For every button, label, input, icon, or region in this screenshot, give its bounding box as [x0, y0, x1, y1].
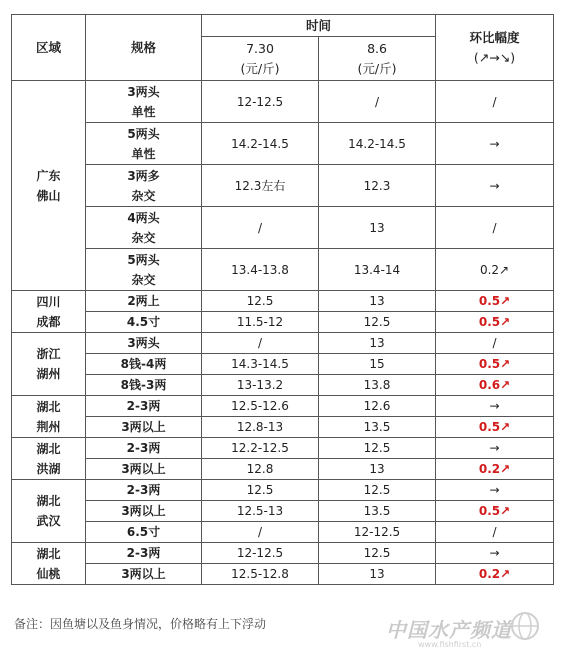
header-time: 时间 — [202, 15, 436, 37]
spec-cell: 3两头 单性 — [86, 81, 202, 123]
change-cell: → — [436, 480, 554, 501]
price-0730-cell: 13.4-13.8 — [202, 249, 319, 291]
change-cell: / — [436, 81, 554, 123]
footnote: 备注：因鱼塘以及鱼身情况，价格略有上下浮动 — [14, 617, 267, 631]
change-cell: 0.5↗ — [436, 312, 554, 333]
table-row — [12, 543, 554, 564]
price-0730-cell: 14.2-14.5 — [202, 123, 319, 165]
spec-cell: 5两头 单性 — [86, 123, 202, 165]
price-0730-cell: 12.5-12.6 — [202, 396, 319, 417]
spec-cell: 3两以上 — [86, 564, 202, 585]
table-row — [12, 81, 554, 123]
change-cell: → — [436, 165, 554, 207]
table-row — [12, 165, 554, 207]
price-0730-cell: 11.5-12 — [202, 312, 319, 333]
watermark-logo: 中国水产频道 — [386, 618, 512, 642]
change-cell: 0.5↗ — [436, 354, 554, 375]
change-cell: 0.5↗ — [436, 291, 554, 312]
header-date-2-unit: (元/斤) — [357, 60, 397, 76]
table-row — [12, 354, 554, 375]
price-0806-cell: 13 — [319, 564, 436, 585]
change-cell: 0.2↗ — [436, 249, 554, 291]
header-region: 区域 — [12, 15, 86, 81]
table-row — [12, 417, 554, 438]
price-0730-cell: 12.8 — [202, 459, 319, 480]
table-row — [12, 207, 554, 249]
spec-cell: 3两以上 — [86, 417, 202, 438]
price-0806-cell: 13 — [319, 207, 436, 249]
spec-cell: 2-3两 — [86, 480, 202, 501]
table-row — [12, 438, 554, 459]
spec-cell: 8钱-3两 — [86, 375, 202, 396]
price-0806-cell: 15 — [319, 354, 436, 375]
header-change-sub: (↗→↘) — [473, 49, 516, 65]
spec-cell: 3两头 — [86, 333, 202, 354]
header-date-2-label: 8.6 — [367, 40, 387, 56]
globe-icon — [509, 610, 541, 642]
price-0806-cell: 12.5 — [319, 480, 436, 501]
change-cell: 0.2↗ — [436, 564, 554, 585]
price-0730-cell: 12.5-12.8 — [202, 564, 319, 585]
price-0730-cell: 12-12.5 — [202, 81, 319, 123]
header-date-1-unit: (元/斤) — [240, 60, 280, 76]
spec-cell: 3两以上 — [86, 459, 202, 480]
price-0730-cell: 12.5-13 — [202, 501, 319, 522]
price-0806-cell: / — [319, 81, 436, 123]
header-date-1 — [202, 37, 319, 81]
change-cell: → — [436, 438, 554, 459]
price-0806-cell: 13 — [319, 459, 436, 480]
price-0806-cell: 12-12.5 — [319, 522, 436, 543]
table-row — [12, 375, 554, 396]
change-cell: / — [436, 522, 554, 543]
spec-cell: 5两头 杂交 — [86, 249, 202, 291]
spec-cell: 2-3两 — [86, 543, 202, 564]
change-cell: 0.5↗ — [436, 417, 554, 438]
price-0806-cell: 12.5 — [319, 312, 436, 333]
price-0730-cell: 14.3-14.5 — [202, 354, 319, 375]
region-cell: 湖北 武汉 — [12, 480, 86, 543]
table-body — [12, 81, 554, 585]
price-0730-cell: 12.3左右 — [202, 165, 319, 207]
change-cell: → — [436, 123, 554, 165]
table-row — [12, 333, 554, 354]
table-header — [12, 15, 554, 81]
spec-cell: 3两多 杂交 — [86, 165, 202, 207]
change-cell: 0.6↗ — [436, 375, 554, 396]
price-0806-cell: 12.5 — [319, 543, 436, 564]
spec-cell: 4.5寸 — [86, 312, 202, 333]
region-cell: 湖北 荆州 — [12, 396, 86, 438]
header-spec: 规格 — [86, 15, 202, 81]
header-date-2 — [319, 37, 436, 81]
region-cell: 浙江 湖州 — [12, 333, 86, 396]
table-row — [12, 396, 554, 417]
spec-cell: 6.5寸 — [86, 522, 202, 543]
price-0806-cell: 13 — [319, 291, 436, 312]
price-0806-cell: 13.5 — [319, 417, 436, 438]
spec-cell: 3两以上 — [86, 501, 202, 522]
price-0806-cell: 12.5 — [319, 438, 436, 459]
price-0730-cell: 12.2-12.5 — [202, 438, 319, 459]
price-0806-cell: 13.8 — [319, 375, 436, 396]
spec-cell: 8钱-4两 — [86, 354, 202, 375]
spec-cell: 2两上 — [86, 291, 202, 312]
price-0730-cell: 12.5 — [202, 291, 319, 312]
region-cell: 广东 佛山 — [12, 81, 86, 291]
region-cell: 四川 成都 — [12, 291, 86, 333]
header-change — [436, 15, 554, 81]
table-row — [12, 249, 554, 291]
price-0806-cell: 13.4-14 — [319, 249, 436, 291]
header-date-1-label: 7.30 — [246, 40, 274, 56]
price-0730-cell: 12.8-13 — [202, 417, 319, 438]
table-row — [12, 291, 554, 312]
price-0806-cell: 12.3 — [319, 165, 436, 207]
price-0806-cell: 13.5 — [319, 501, 436, 522]
price-0806-cell: 14.2-14.5 — [319, 123, 436, 165]
price-table — [11, 14, 554, 585]
change-cell: → — [436, 396, 554, 417]
price-0806-cell: 13 — [319, 333, 436, 354]
table-row — [12, 459, 554, 480]
change-cell: → — [436, 543, 554, 564]
price-0730-cell: 13-13.2 — [202, 375, 319, 396]
change-cell: 0.2↗ — [436, 459, 554, 480]
spec-cell: 4两头 杂交 — [86, 207, 202, 249]
price-0730-cell: 12.5 — [202, 480, 319, 501]
change-cell: 0.5↗ — [436, 501, 554, 522]
table-row — [12, 501, 554, 522]
table-row — [12, 480, 554, 501]
change-cell: / — [436, 207, 554, 249]
spec-cell: 2-3两 — [86, 438, 202, 459]
region-cell: 湖北 仙桃 — [12, 543, 86, 585]
table-row — [12, 522, 554, 543]
region-cell: 湖北 洪湖 — [12, 438, 86, 480]
price-0730-cell: / — [202, 207, 319, 249]
price-0730-cell: 12-12.5 — [202, 543, 319, 564]
table-row — [12, 312, 554, 333]
header-change-label: 环比幅度 — [469, 29, 520, 45]
price-0730-cell: / — [202, 522, 319, 543]
price-0806-cell: 12.6 — [319, 396, 436, 417]
watermark-url: www.fishfirst.cn — [418, 640, 482, 649]
spec-cell: 2-3两 — [86, 396, 202, 417]
table-row — [12, 123, 554, 165]
price-0730-cell: / — [202, 333, 319, 354]
change-cell: / — [436, 333, 554, 354]
table-row — [12, 564, 554, 585]
